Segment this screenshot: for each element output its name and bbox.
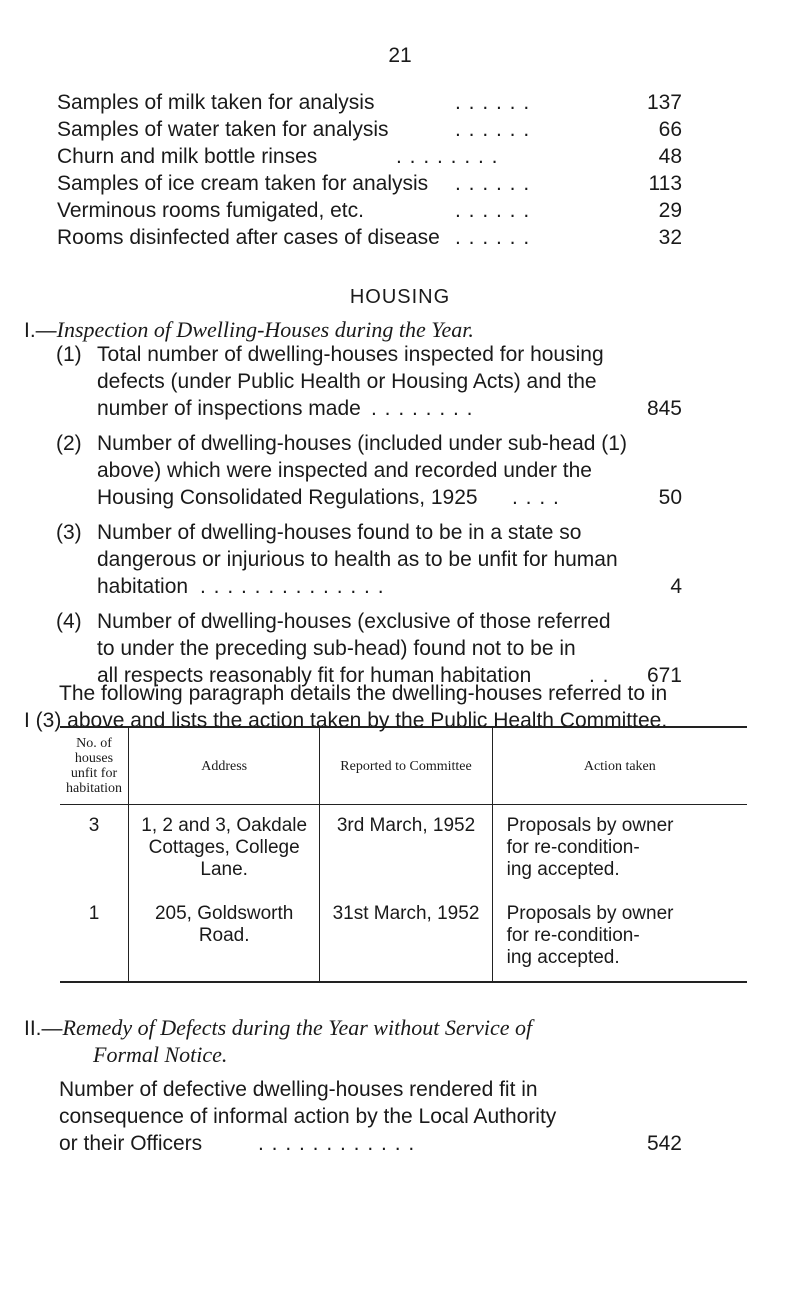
item-text: defects (under Public Health or Housing Acts) and the [97, 370, 597, 393]
section-2-title: Remedy of Defects during the Year without Service of [62, 1015, 533, 1040]
section-1-title: Inspection of Dwelling-Houses during the Year. [56, 317, 474, 342]
sample-label: Rooms disinfected after cases of disease [57, 226, 440, 249]
section-2-heading-continued [93, 1041, 227, 1069]
address-cell [128, 805, 319, 894]
reported-date: 31st March, 1952 [320, 893, 492, 982]
house-count: 3 [88, 815, 100, 836]
column-header: Action taken [492, 727, 747, 805]
section-1-heading [24, 316, 474, 344]
address-cell [128, 893, 319, 982]
item-text: habitation [97, 575, 189, 598]
column-header: Address [128, 727, 319, 805]
column-header: Reported to Committee [320, 727, 492, 805]
sample-value: 113 [648, 172, 682, 195]
table-row [60, 893, 747, 982]
leader-dots: . . . . . . [455, 91, 531, 114]
sample-label: Churn and milk bottle rinses [57, 145, 318, 168]
house-count: 1 [60, 893, 128, 982]
item-value: 671 [646, 664, 682, 687]
item-text: all respects reasonably fit for human habitation [97, 664, 532, 687]
leader-dots: . . . . [512, 486, 560, 509]
address-line: Road. [198, 925, 250, 946]
address-line: 205, Goldsworth [154, 903, 294, 924]
sample-value: 29 [658, 199, 682, 222]
action-line: for re-condition- [506, 925, 640, 946]
sample-label: Verminous rooms fumigated, etc. [57, 199, 364, 222]
item-text: Number of dwelling-houses found to be in a state so [97, 521, 582, 544]
leader-dots: . . . . . . . . [371, 397, 474, 420]
item-number: (4) [56, 610, 82, 633]
item-text: number of inspections made [97, 397, 361, 420]
housing-heading: HOUSING [349, 286, 451, 308]
item-text: Total number of dwelling-houses inspected for housing [97, 343, 604, 366]
address-line: 1, 2 and 3, Oakdale [141, 815, 308, 836]
leader-dots: . . [589, 664, 610, 687]
sample-value: 137 [646, 91, 682, 114]
section-2-value: 542 [646, 1132, 682, 1155]
item-text: to under the preceding sub-head) found not to be in [97, 637, 576, 660]
action-line: for re-condition- [506, 837, 640, 858]
sample-value: 48 [658, 145, 682, 168]
section-2-text: or their Officers [59, 1132, 203, 1155]
leader-dots: . . . . . . [455, 226, 531, 249]
section-2-text: Number of defective dwelling-houses rendered fit in [59, 1078, 538, 1101]
leader-dots: . . . . . . [455, 172, 531, 195]
action-line: Proposals by owner [506, 815, 674, 836]
item-text: above) which were inspected and recorded under the [97, 459, 592, 482]
paragraph-line: The following paragraph details the dwelling-houses referred to in [59, 682, 668, 705]
sample-value: 32 [658, 226, 682, 249]
address-line: Lane. [200, 859, 248, 880]
leader-dots: . . . . . . [455, 118, 531, 141]
section-1-numeral: I.— [24, 319, 57, 342]
table-row [60, 805, 747, 894]
action-cell [492, 893, 747, 982]
item-text: Number of dwelling-houses (included under sub-head (1) [97, 432, 627, 455]
section-2-title: Formal Notice. [93, 1042, 228, 1067]
paragraph-line: I (3) above and lists the action taken by the Public Health Committee. [24, 709, 668, 732]
action-table [60, 726, 747, 983]
action-cell [492, 805, 747, 894]
table-header-row [60, 727, 747, 805]
section-2-heading [24, 1014, 532, 1042]
sample-label: Samples of milk taken for analysis [57, 91, 375, 114]
action-line: Proposals by owner [506, 903, 674, 924]
reported-date: 3rd March, 1952 [320, 805, 492, 894]
sample-value: 66 [658, 118, 682, 141]
section-2-numeral: II.— [24, 1017, 63, 1040]
item-value: 4 [670, 575, 682, 598]
item-value: 845 [646, 397, 682, 420]
leader-dots: . . . . . . [455, 199, 531, 222]
item-value: 50 [658, 486, 682, 509]
leader-dots: . . . . . . . . . . . . . . [200, 575, 385, 598]
item-text: Housing Consolidated Regulations, 1925 [97, 486, 478, 509]
item-number: (1) [56, 343, 82, 366]
item-text: Number of dwelling-houses (exclusive of those referred [97, 610, 611, 633]
column-header: No. of houses unfit for habitation [60, 727, 128, 805]
sample-label: Samples of water taken for analysis [57, 118, 389, 141]
page-number: 21 [388, 44, 412, 67]
action-line: ing accepted. [506, 859, 620, 880]
leader-dots: . . . . . . . . . . . . [258, 1132, 416, 1155]
item-number: (3) [56, 521, 82, 544]
action-line: ing accepted. [506, 947, 620, 968]
item-number: (2) [56, 432, 82, 455]
item-text: dangerous or injurious to health as to be unfit for human [97, 548, 618, 571]
leader-dots: . . . . . . . . [396, 145, 499, 168]
address-line: Cottages, College [148, 837, 300, 858]
section-2-text: consequence of informal action by the Local Authority [59, 1105, 557, 1128]
sample-label: Samples of ice cream taken for analysis [57, 172, 429, 195]
